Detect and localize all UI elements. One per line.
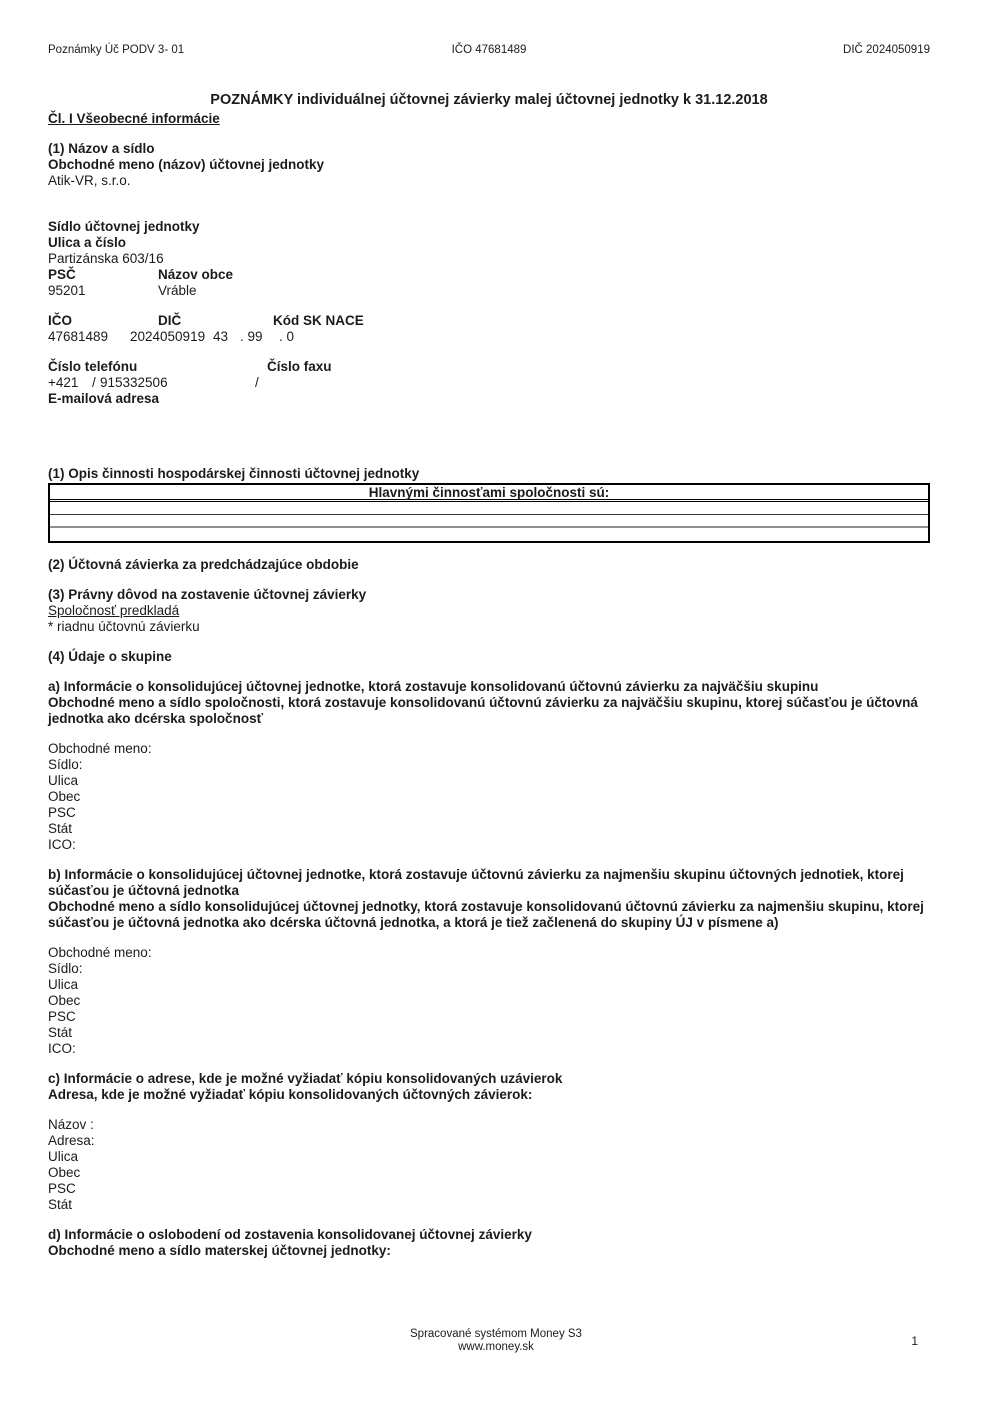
street-label: Ulica a číslo [48,235,127,250]
psc-value: 95201 [48,283,86,298]
section2-heading: (2) Účtovná závierka za predchádzajúce obdobie [48,557,359,572]
business-name-label: Obchodné meno (názov) účtovnej jednotky [48,157,325,172]
nace-value-3: . 0 [279,329,295,344]
dic-label: DIČ [158,313,182,328]
field-label: Ulica [48,977,79,992]
group-a-fields [48,741,930,853]
section3-item: * riadnu účtovnú závierku [48,619,200,634]
activities-heading: (1) Opis činnosti hospodárskej činnosti účtovnej jednotky [48,466,420,481]
psc-label: PSČ [48,267,76,282]
city-value: Vráble [158,283,197,298]
field-label: Obec [48,1165,81,1180]
group-b-description: Obchodné meno a sídlo konsolidujúcej účtovnej jednotky, ktorá zostavuje konsolidovanú účtovnú závierku za najmenšiu skupinu, ktorej súčasťou je účtovná jednotka ako dcérska účtovná jednotka, a ktorá je tiež začlenená do skupiny ÚJ v písmene a) [48,899,924,930]
field-label: Obec [48,993,81,1008]
page-title: POZNÁMKY individuálnej účtovnej závierky malej účtovnej jednotky k 31.12.2018 [210,92,768,108]
group-b-fields [48,945,930,1057]
field-label: Sídlo: [48,757,83,772]
field-label: Sídlo: [48,961,83,976]
section3-heading: (3) Právny dôvod na zostavenie účtovnej závierky [48,587,367,602]
field-label: Obchodné meno: [48,741,152,756]
field-label: PSC [48,1181,76,1196]
section4-heading: (4) Údaje o skupine [48,649,172,664]
seat-heading: Sídlo účtovnej jednotky [48,219,200,234]
field-label: Adresa: [48,1133,95,1148]
field-label: Ulica [48,1149,79,1164]
ico-dic-nace-labels-row [48,313,930,329]
activities-row [50,515,928,528]
email-label: E-mailová adresa [48,391,160,406]
ico-dic-nace-values-row [48,329,930,345]
phone-value: 915332506 [100,375,168,390]
psc-city-values-row [48,283,930,299]
field-label: Stát [48,821,73,836]
city-label: Názov obce [158,267,234,282]
dic-value: 2024050919 [130,329,206,344]
group-a-description: Obchodné meno a sídlo spoločnosti, ktorá zostavuje konsolidovanú účtovnú závierku za najväčšiu skupinu, ktorej súčasťou je účtovná jednotka ako dcérska spoločnosť [48,695,918,726]
street-value: Partizánska 603/16 [48,251,164,266]
nace-value-1: 43 [213,329,229,344]
activities-table [48,483,930,543]
activities-row [50,502,928,515]
activities-row [50,528,928,541]
ico-value: 47681489 [48,329,109,344]
group-a-heading: a) Informácie o konsolidujúcej účtovnej jednotke, ktorá zostavuje konsolidovanú účtovnú závierku za najväčšiu skupinu [48,679,819,694]
field-label: PSC [48,805,76,820]
header-ico: IČO 47681489 [451,44,527,56]
business-name-value: Atik-VR, s.r.o. [48,173,131,188]
activities-table-header: Hlavnými činnosťami spoločnosti sú: [50,485,928,502]
nace-label: Kód SK NACE [273,313,364,328]
group-c-fields [48,1117,930,1213]
field-label: Stát [48,1025,73,1040]
fax-separator: / [255,375,259,390]
section3-subheading: Spoločnosť predkladá [48,603,180,618]
phone-fax-labels-row [48,359,930,375]
phone-separator: / [92,375,96,390]
page-number: 1 [911,1334,918,1348]
psc-city-labels-row [48,267,930,283]
field-label: PSC [48,1009,76,1024]
document-header [48,43,930,57]
footer-line2: www.money.sk [458,1341,534,1353]
header-dic: DIČ 2024050919 [843,44,930,56]
ico-label: IČO [48,313,73,328]
field-label: Obec [48,789,81,804]
field-label: Obchodné meno: [48,945,152,960]
form-id: Poznámky Úč PODV 3- 01 [48,44,185,56]
phone-label: Číslo telefónu [48,359,138,374]
field-label: Stát [48,1197,73,1212]
article-heading: Čl. I Všeobecné informácie [48,111,220,126]
footer-line1: Spracované systémom Money S3 [410,1328,582,1340]
field-label: Názov : [48,1117,94,1132]
group-d-description: Obchodné meno a sídlo materskej účtovnej jednotky: [48,1243,391,1258]
group-b-heading: b) Informácie o konsolidujúcej účtovnej jednotke, ktorá zostavuje účtovnú závierku za najmenšiu skupinu účtovných jednotiek, ktorej súčasťou je účtovná jednotka [48,867,904,898]
group-c-heading: c) Informácie o adrese, kde je možné vyžiadať kópiu konsolidovaných uzávierok [48,1071,563,1086]
field-label: ICO: [48,1041,76,1056]
section1-heading: (1) Názov a sídlo [48,141,155,156]
field-label: ICO: [48,837,76,852]
phone-prefix: +421 [48,375,79,390]
nace-value-2: . 99 [240,329,263,344]
phone-fax-values-row [48,375,930,391]
group-c-description: Adresa, kde je možné vyžiadať kópiu konsolidovaných účtovných závierok: [48,1087,533,1102]
group-d-heading: d) Informácie o oslobodení od zostavenia konsolidovanej účtovnej závierky [48,1227,532,1242]
field-label: Ulica [48,773,79,788]
document-footer [0,1328,992,1354]
fax-label: Číslo faxu [267,359,332,374]
